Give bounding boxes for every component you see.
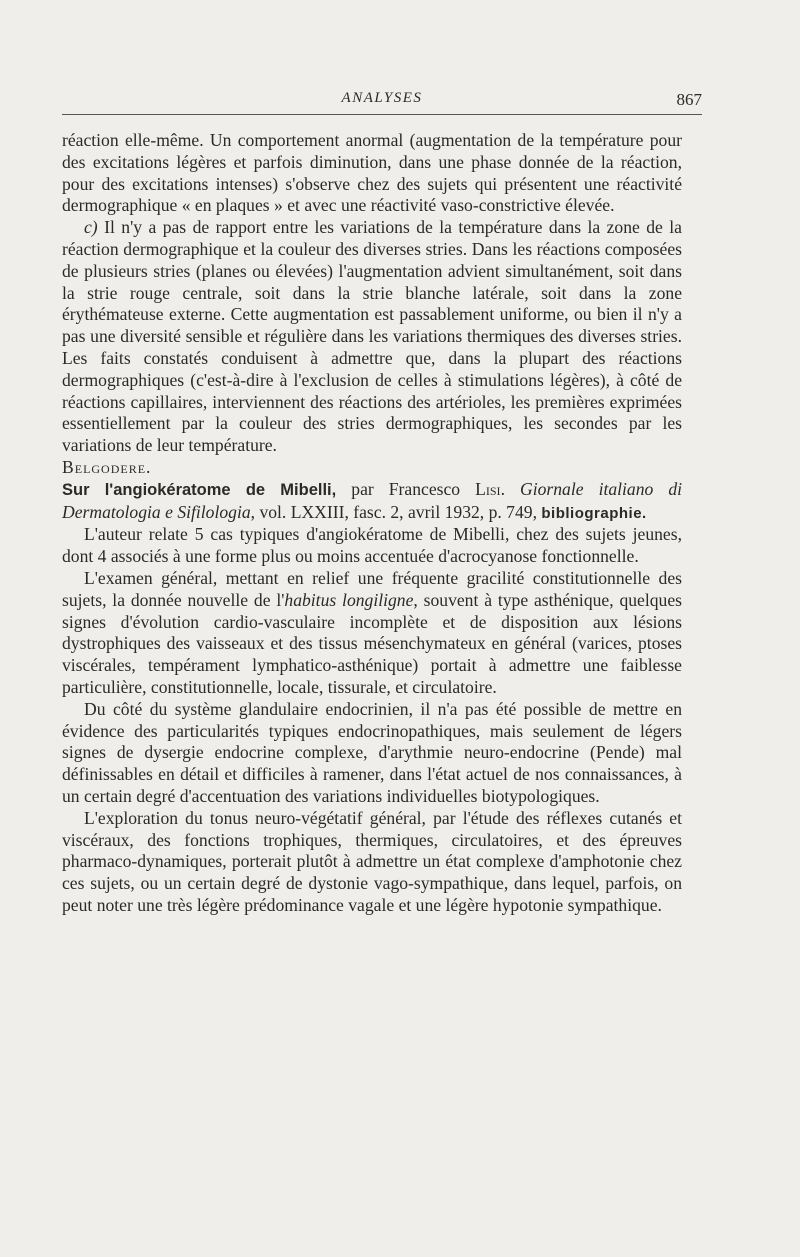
paragraph-continuation: réaction elle-même. Un comportement anormal (augmentation de la température pour des excitations légères et parfois diminution, dans une phase donnée de la réaction, pour des excitations intenses) s'observe chez des sujets qui présentent une réactivité dermographique « en plaques » et avec une réactivité vaso-constrictive élevée. [62, 130, 682, 216]
running-head [62, 88, 702, 115]
text-body [62, 130, 682, 917]
paragraph-point-c [62, 217, 682, 457]
paragraph-4: L'exploration du tonus neuro-végétatif général, par l'étude des réflexes cutanés et viscéraux, des fonctions trophiques, thermiques, circulatoires, et des épreuves pharmaco-dynamiques, porterait plutôt à admettre un état complexe d'amphotonie chez ces sujets, ou un certain degré de dystonie vago-sympathique, dans lequel, parfois, on peut noter une très légère prédominance vagale et une légère hypotonie sympathique. [62, 807, 682, 915]
article-heading [62, 479, 682, 525]
article-title: Sur l'angiokératome de Mibelli, [62, 480, 337, 499]
reviewer-signature: Belgodere. [62, 456, 152, 477]
habitus-term: habitus longiligne [284, 589, 414, 610]
journal-name: Giornale italiano di Dermatologia e Sifilologia [62, 478, 683, 522]
page-number: 867 [676, 90, 702, 109]
paragraph-3: Du côté du système glandulaire endocrinien, il n'a pas été possible de mettre en évidence des particularités typiques endocrinopathiques, mais seulement de légers signes de dysergie endocrine complexe, d'arythmie neuro-endocrine (Pende) mal définissables en détail et difficiles à ramener, dans l'état actuel de nos connaissances, à un certain degré d'accentuation des variations individuelles biotypologiques. [62, 698, 682, 806]
paragraph-1: L'auteur relate 5 cas typiques d'angiokératome de Mibelli, chez des sujets jeunes, dont 4 associés à une forme plus ou moins accentuée d'acrocyanose fonctionnelle. [62, 524, 682, 567]
section-title: ANALYSES [341, 90, 423, 106]
point-text: Il n'y a pas de rapport entre les variations de la température dans la zone de la réaction dermographique et la couleur des diverses stries. Dans les réactions composées de plusieurs stries (planes ou élevées) l'augmentation advient simultanément, soit dans la strie rouge centrale, soit dans la strie blanche latérale, soit dans la zone érythémateuse externe. Cette augmentation est passablement uniforme, ou bien il n'y a pas une diversité sensible et régulière dans les variations thermiques des diverses stries. Les faits constatés conduisent à admettre que, dans la plupart des réactions dermographiques (c'est-à-dire à l'exclusion de celles à stimulations légères), à côté de réactions capillaires, interviennent des réactions des artérioles, les premières exprimées essentiellement par la couleur des stries dermographiques, les secondes par les variations de leur température. [62, 217, 682, 456]
p2-end: , souvent à type asthénique, quelques signes d'évolution cardio-vasculaire incomplète et de disposition aux lésions dystrophiques des vaisseaux et des tissus mésenchymateux en général (varices, ptoses viscérales, tempérament lymphatico-asthénique) portait à admettre une faiblesse particulière, constitutionnelle, locale, tissurale, et circulatoire. [62, 589, 682, 697]
bibliography-note: bibliographie. [541, 504, 647, 522]
citation-details: , vol. LXXIII, fasc. 2, avril 1932, p. 749, [250, 501, 542, 522]
paragraph-2 [62, 568, 682, 699]
p2-start: L'examen général, mettant en relief une fréquente gracilité constitutionnelle des sujets, la donnée nouvelle de l' [62, 567, 682, 610]
article-author: Lisi [475, 478, 501, 499]
point-marker: c) [84, 217, 98, 238]
by-text: par Francesco [336, 478, 476, 499]
separator: . [500, 478, 520, 499]
